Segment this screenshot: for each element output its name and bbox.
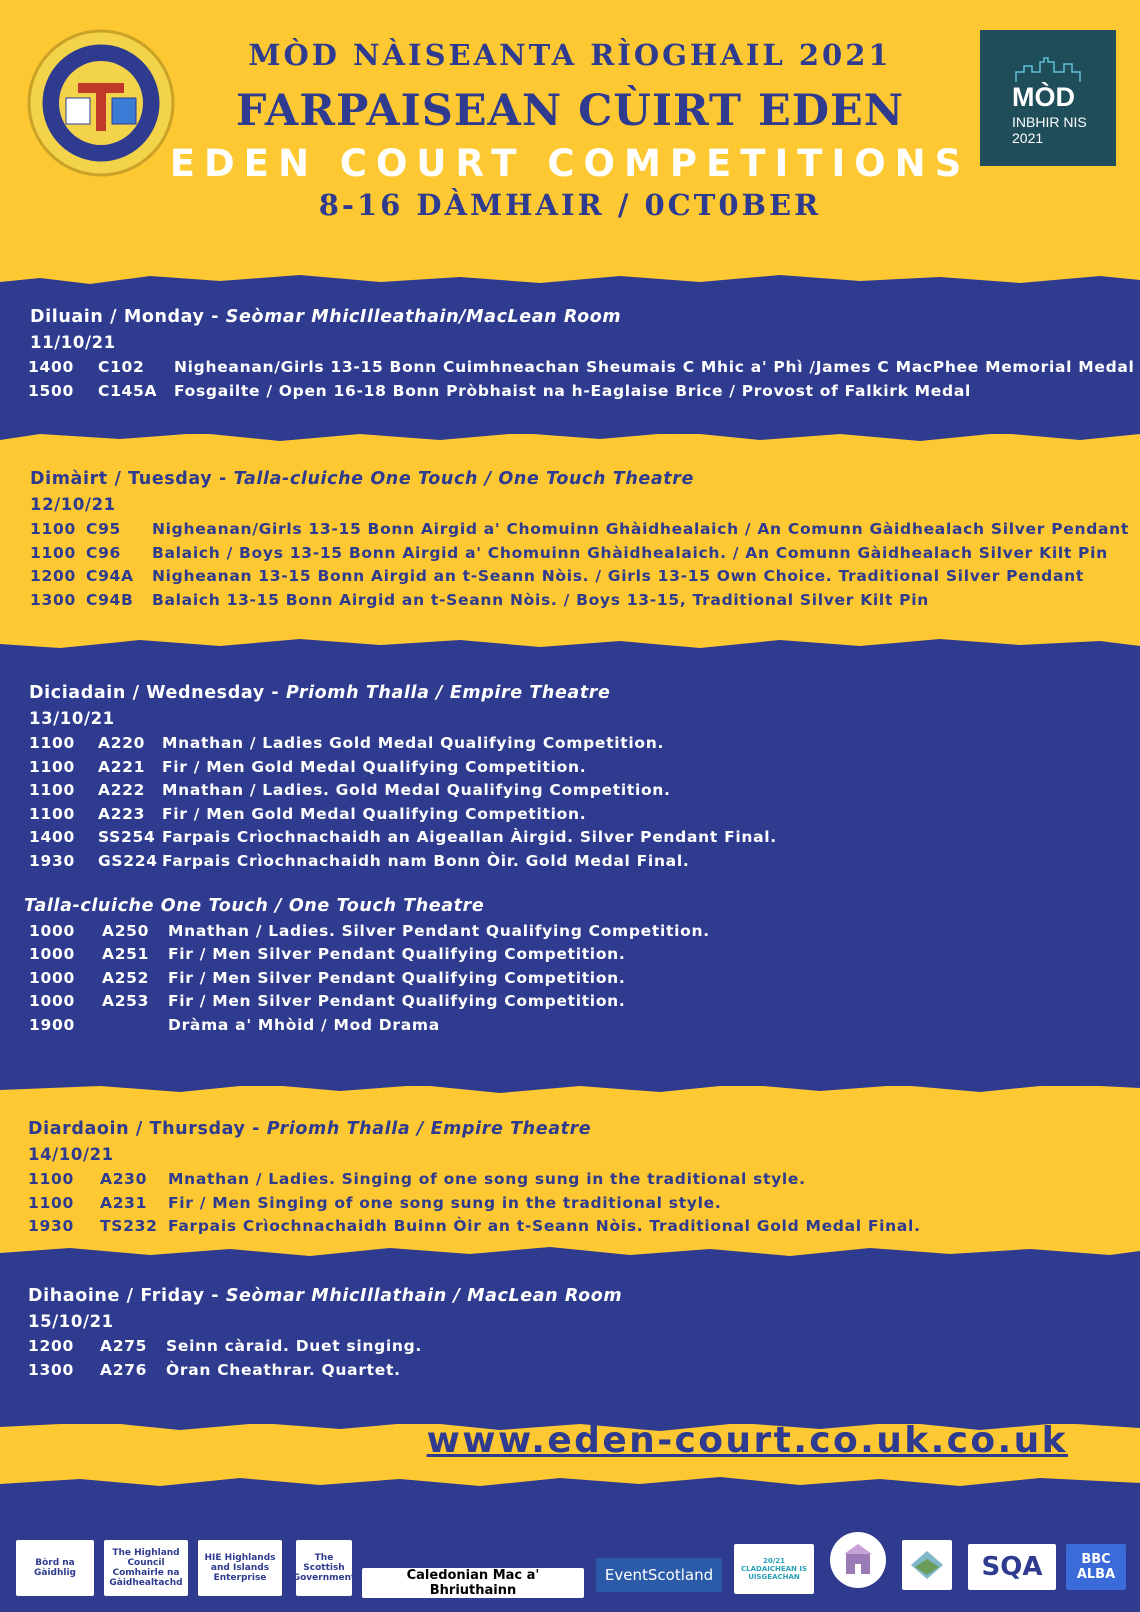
row-code: A220	[98, 734, 146, 752]
row-description: Farpais Crìochnachaidh an Aigeallan Àirgid. Silver Pendant Final.	[162, 828, 777, 847]
sponsor-logo-landscape	[902, 1540, 952, 1590]
row-code: A221	[98, 757, 146, 776]
schedule-row	[0, 920, 1140, 944]
row-code: SS254	[98, 828, 156, 847]
row-code: C102	[98, 358, 145, 376]
row-description: Nigheanan/Girls 13-15 Bonn Cuimhneachan Sheumais C Mhic a' Phì /James C MacPhee Memorial Medal	[174, 358, 1135, 376]
row-code: C94A	[86, 567, 134, 586]
schedule-row	[0, 518, 1140, 542]
row-description: Òran Cheathrar. Quartet.	[166, 1360, 401, 1379]
row-code: A230	[100, 1170, 148, 1188]
section-monday	[0, 304, 1140, 403]
schedule-row	[0, 803, 1140, 827]
row-time: 1400	[28, 358, 74, 376]
schedule-rows	[0, 920, 1140, 1038]
row-description: Mnathan / Ladies. Singing of one song sung in the traditional style.	[168, 1170, 806, 1188]
band-edge-decoration	[0, 428, 1140, 444]
venue: Priomh Thalla / Empire Theatre	[266, 1119, 592, 1139]
row-description: Mnathan / Ladies Gold Medal Qualifying Competition.	[162, 734, 665, 752]
row-code: A222	[98, 781, 146, 800]
band-edge-decoration	[0, 1474, 1140, 1492]
schedule-row	[0, 589, 1140, 613]
row-code: A223	[98, 804, 146, 823]
sub-venue: Talla-cluiche One Touch / One Touch Theatre	[24, 895, 485, 916]
row-time: 1100	[29, 781, 75, 800]
sponsor-logo-sqa: SQA	[968, 1544, 1056, 1590]
row-description: Fir / Men Silver Pendant Qualifying Competition.	[168, 992, 626, 1011]
building-icon	[838, 1540, 878, 1580]
venue: Seòmar MhicIllathain / MacLean Room	[225, 1286, 623, 1306]
schedule-row	[0, 1014, 1140, 1038]
section-wednesday	[0, 680, 1140, 1038]
row-time: 1400	[29, 828, 75, 847]
row-time: 1300	[30, 590, 76, 609]
row-description: Nigheanan/Girls 13-15 Bonn Airgid a' Chomuinn Ghàidhealaich / An Comunn Gàidhealach Silver Pendant	[152, 520, 1129, 538]
sponsor-logo-bord-na-gaidhlig: Bòrd na Gàidhlig	[16, 1540, 94, 1596]
row-description: Farpais Crìochnachaidh Buinn Òir an t-Seann Nòis. Traditional Gold Medal Final.	[168, 1217, 921, 1236]
castle-icon	[1014, 54, 1084, 84]
row-code: A253	[102, 992, 150, 1011]
row-code: GS224	[98, 851, 158, 870]
row-time: 1200	[28, 1337, 74, 1355]
row-time: 1100	[30, 520, 76, 538]
day-heading: Diluain / Monday - Seòmar MhicIlleathain/MacLean Room	[30, 307, 622, 327]
row-code: C96	[86, 543, 122, 562]
row-code: A250	[102, 921, 150, 940]
row-time: 1000	[29, 921, 75, 940]
schedule-row	[0, 1168, 1140, 1192]
row-description: Farpais Crìochnachaidh nam Bonn Òir. Gold Medal Final.	[162, 851, 690, 870]
row-description: Mnathan / Ladies. Silver Pendant Qualifying Competition.	[168, 921, 710, 940]
row-time: 1000	[29, 945, 75, 964]
row-code: A252	[102, 968, 150, 987]
schedule-rows	[0, 1335, 1140, 1382]
row-time: 1200	[30, 567, 76, 586]
band-edge-decoration	[0, 1080, 1140, 1096]
row-time: 1000	[29, 992, 75, 1011]
section-tuesday	[0, 466, 1140, 612]
schedule-row	[0, 565, 1140, 589]
row-code: A251	[102, 945, 150, 964]
day-heading: Dimàirt / Tuesday - Talla-cluiche One Touch / One Touch Theatre	[30, 469, 694, 489]
mod-logo	[980, 30, 1116, 166]
row-description: Balaich 13-15 Bonn Airgid an t-Seann Nòis. / Boys 13-15, Traditional Silver Kilt Pin	[152, 590, 929, 609]
day-heading: Diardaoin / Thursday - Priomh Thalla / Empire Theatre	[28, 1119, 592, 1139]
schedule-row	[0, 542, 1140, 566]
header-title: FARPAISEAN CÙIRT EDEN	[235, 86, 905, 136]
row-time: 1100	[29, 734, 75, 752]
date: 11/10/21	[30, 333, 116, 352]
row-time: 1930	[28, 1217, 74, 1236]
venue: Priomh Thalla / Empire Theatre	[285, 683, 611, 703]
date: 14/10/21	[28, 1145, 114, 1164]
sponsor-logo-highland-council: The Highland Council Comhairle na Gàidhealtachd	[104, 1540, 188, 1596]
schedule-row	[0, 826, 1140, 850]
sponsor-logo-scottish-government: The Scottish Government	[296, 1540, 352, 1596]
mod-logo-year: 2021	[1012, 130, 1044, 146]
sponsor-logo-hie: HIE Highlands and Islands Enterprise	[198, 1540, 282, 1596]
row-description: Fir / Men Silver Pendant Qualifying Competition.	[168, 968, 626, 987]
row-description: Fosgailte / Open 16-18 Bonn Pròbhaist na h-Eaglaise Brice / Provost of Falkirk Medal	[174, 381, 971, 400]
row-time: 1100	[30, 543, 76, 562]
row-description: Fir / Men Gold Medal Qualifying Competition.	[162, 757, 587, 776]
schedule-rows	[0, 732, 1140, 874]
schedule-rows	[0, 1168, 1140, 1239]
header-subtitle: EDEN COURT COMPETITIONS	[169, 142, 971, 185]
mod-logo-place: INBHIR NIS	[1012, 114, 1087, 130]
website-link[interactable]: www.eden-court.co.uk.co.uk	[426, 1420, 1068, 1461]
venue: Talla-cluiche One Touch / One Touch Theatre	[233, 469, 694, 489]
schedule-row	[0, 990, 1140, 1014]
landscape-icon	[907, 1545, 947, 1585]
row-code: A276	[100, 1360, 148, 1379]
sponsor-logo-calmac: Caledonian Mac a' Bhriuthainn	[362, 1568, 584, 1598]
venue: Seòmar MhicIlleathain/MacLean Room	[225, 307, 622, 327]
row-description: Mnathan / Ladies. Gold Medal Qualifying Competition.	[162, 781, 671, 800]
row-code: C95	[86, 520, 122, 538]
schedule-row	[0, 1359, 1140, 1383]
band-edge-decoration	[0, 272, 1140, 292]
row-code: TS232	[100, 1217, 158, 1236]
header-dates: 8-16 DÀMHAIR / 0CT0BER	[318, 188, 822, 222]
date: 13/10/21	[29, 709, 115, 728]
row-description: Balaich / Boys 13-15 Bonn Airgid a' Chomuinn Ghàidhealaich. / An Comunn Gàidhealach Silver Kilt Pin	[152, 543, 1108, 562]
schedule-row	[0, 1335, 1140, 1359]
schedule-row	[0, 943, 1140, 967]
day-heading: Dihaoine / Friday - Seòmar MhicIllathain / MacLean Room	[28, 1286, 623, 1306]
row-time: 1100	[29, 804, 75, 823]
date: 15/10/21	[28, 1312, 114, 1331]
band-edge-decoration	[0, 1244, 1140, 1262]
mod-logo-word: MÒD	[1012, 82, 1075, 112]
schedule-row	[0, 967, 1140, 991]
row-time: 1100	[28, 1193, 74, 1212]
schedule-row	[0, 732, 1140, 756]
schedule-row	[0, 1215, 1140, 1239]
schedule-rows	[0, 356, 1140, 403]
row-time: 1500	[28, 381, 74, 400]
row-description: Seinn càraid. Duet singing.	[166, 1337, 423, 1355]
section-thursday	[0, 1116, 1140, 1239]
row-time: 1900	[29, 1015, 75, 1034]
row-time: 1300	[28, 1360, 74, 1379]
sponsor-logo-eventscotland: EventScotland	[596, 1558, 722, 1592]
row-description: Dràma a' Mhòid / Mod Drama	[168, 1015, 440, 1034]
schedule-rows	[0, 518, 1140, 612]
row-code: A275	[100, 1337, 148, 1355]
schedule-row	[0, 356, 1140, 380]
row-time: 1100	[28, 1170, 74, 1188]
sponsor-logo-coasts-waters: 20/21 CLADAICHEAN IS UISGEACHAN	[734, 1544, 814, 1594]
day-heading: Diciadain / Wednesday - Priomh Thalla / Empire Theatre	[29, 683, 611, 703]
row-description: Fir / Men Singing of one song sung in the traditional style.	[168, 1193, 722, 1212]
row-description: Fir / Men Silver Pendant Qualifying Competition.	[168, 945, 626, 964]
header-line-1: MÒD NÀISEANTA RÌOGHAIL 2021	[248, 38, 892, 72]
row-code: C94B	[86, 590, 134, 609]
row-time: 1930	[29, 851, 75, 870]
schedule-row	[0, 779, 1140, 803]
schedule-row	[0, 1192, 1140, 1216]
section-friday	[0, 1283, 1140, 1382]
date: 12/10/21	[30, 495, 116, 514]
row-description: Nigheanan 13-15 Bonn Airgid an t-Seann Nòis. / Girls 13-15 Own Choice. Traditional Silver Pendant	[152, 567, 1084, 586]
band-edge-decoration	[0, 636, 1140, 654]
row-code: A231	[100, 1193, 148, 1212]
schedule-row	[0, 756, 1140, 780]
row-code: C145A	[98, 381, 158, 400]
row-description: Fir / Men Gold Medal Qualifying Competition.	[162, 804, 587, 823]
schedule-row	[0, 380, 1140, 404]
sponsor-logo-bbc-alba: BBC ALBA	[1066, 1544, 1126, 1590]
sponsor-logo-building	[830, 1532, 886, 1588]
schedule-row	[0, 850, 1140, 874]
row-time: 1000	[29, 968, 75, 987]
row-time: 1100	[29, 757, 75, 776]
